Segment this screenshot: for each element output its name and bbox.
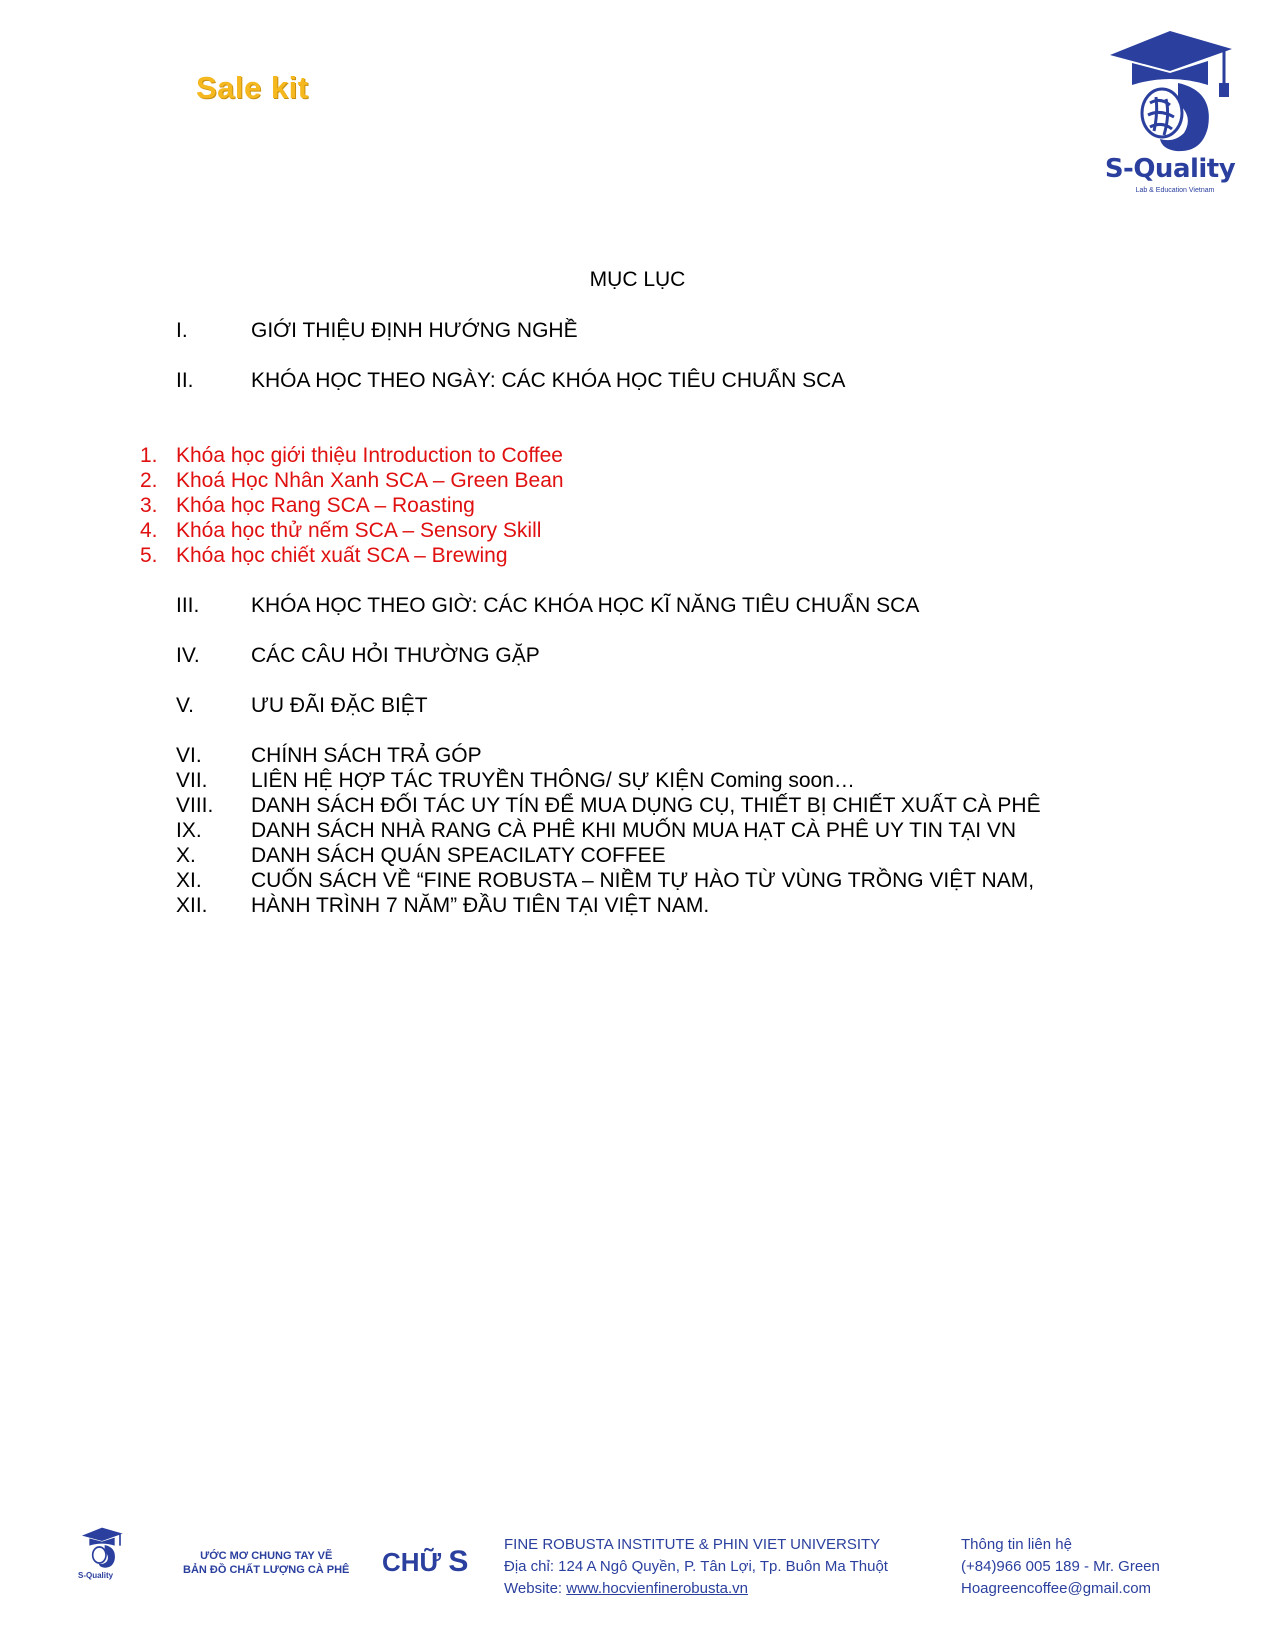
section-text: CÁC CÂU HỎI THƯỜNG GẶP <box>251 644 540 667</box>
toc-sub-item <box>140 494 475 518</box>
logo-name: S-Quality <box>1104 154 1236 184</box>
website-label: Website: <box>504 1580 567 1597</box>
toc-section <box>176 594 919 618</box>
footer <box>0 1525 1275 1605</box>
toc-section <box>176 794 1041 818</box>
section-number: XI. <box>176 869 202 892</box>
sub-item-number: 5. <box>140 544 158 567</box>
section-number: V. <box>176 694 194 717</box>
sub-item-text: Khóa học Rang SCA – Roasting <box>176 494 475 517</box>
section-text: KHÓA HỌC THEO GIỜ: CÁC KHÓA HỌC KĨ NĂNG TIÊU CHUẨN SCA <box>251 594 920 617</box>
section-text: CHÍNH SÁCH TRẢ GÓP <box>251 744 482 767</box>
institute-info <box>504 1534 888 1600</box>
contact-phone: (+84)966 005 189 - Mr. Green <box>961 1558 1160 1575</box>
institute-name: FINE ROBUSTA INSTITUTE & PHIN VIET UNIVERSITY <box>504 1536 881 1553</box>
section-text: CUỐN SÁCH VỀ “FINE ROBUSTA – NIỀM TỰ HÀO TỪ VÙNG TRỒNG VIỆT NAM, <box>251 869 1035 892</box>
sub-item-text: Khoá Học Nhân Xanh SCA – Green Bean <box>176 469 564 492</box>
slogan-line: BẢN ĐỒ CHẤT LƯỢNG CÀ PHÊ <box>183 1564 350 1576</box>
footer-logo-text: S-Quality <box>78 1571 114 1580</box>
sub-item-number: 3. <box>140 494 158 517</box>
toc-section <box>176 869 1034 893</box>
contact-email[interactable]: Hoagreencoffee@gmail.com <box>961 1580 1152 1597</box>
toc-section <box>176 644 540 668</box>
chu-text: CHỮ <box>382 1547 442 1577</box>
toc-section <box>176 844 666 868</box>
section-number: VIII. <box>176 794 214 817</box>
section-text: LIÊN HỆ HỢP TÁC TRUYỀN THÔNG/ SỰ KIỆN Coming soon… <box>251 769 855 792</box>
section-text: DANH SÁCH NHÀ RANG CÀ PHÊ KHI MUỐN MUA HẠT CÀ PHÊ UY TIN TẠI VN <box>251 819 1017 842</box>
s-quality-logo <box>1104 27 1236 194</box>
section-number: II. <box>176 369 194 392</box>
section-number: X. <box>176 844 196 867</box>
section-number: XII. <box>176 894 208 917</box>
toc-section <box>176 694 428 718</box>
toc-section <box>176 769 855 793</box>
section-text: DANH SÁCH ĐỐI TÁC UY TÍN ĐỂ MUA DỤNG CỤ, THIẾT BỊ CHIẾT XUẤT CÀ PHÊ <box>251 794 1041 817</box>
toc-section <box>176 319 578 343</box>
section-text: DANH SÁCH QUÁN SPEACILATY COFFEE <box>251 844 666 867</box>
section-number: IV. <box>176 644 200 667</box>
chu-s-mark <box>382 1545 468 1579</box>
institute-website <box>504 1578 888 1600</box>
toc-section <box>176 819 1016 843</box>
graduation-cap-brain-icon <box>1104 27 1236 157</box>
toc-title: MỤC LỤC <box>589 268 686 291</box>
sub-item-number: 2. <box>140 469 158 492</box>
slogan-line: ƯỚC MƠ CHUNG TAY VẼ <box>200 1550 333 1562</box>
website-link[interactable]: www.hocvienfinerobusta.vn <box>566 1580 749 1597</box>
sub-item-number: 1. <box>140 444 158 467</box>
section-number: VII. <box>176 769 208 792</box>
graduation-cap-brain-icon <box>80 1525 124 1571</box>
section-text: ƯU ĐÃI ĐẶC BIỆT <box>251 694 428 717</box>
contact-info <box>961 1534 1160 1600</box>
sub-item-text: Khóa học thử nếm SCA – Sensory Skill <box>176 519 542 542</box>
s-text: S <box>448 1545 469 1578</box>
toc-section <box>176 894 709 918</box>
section-text: KHÓA HỌC THEO NGÀY: CÁC KHÓA HỌC TIÊU CHUẨN SCA <box>251 369 846 392</box>
section-number: VI. <box>176 744 202 767</box>
toc-sub-item <box>140 519 541 543</box>
toc-section <box>176 744 482 768</box>
toc-section <box>176 369 845 393</box>
toc-sub-item <box>140 544 508 568</box>
sub-item-text: Khóa học chiết xuất SCA – Brewing <box>176 544 508 567</box>
footer-slogan <box>183 1549 349 1577</box>
toc-sub-item <box>140 469 564 493</box>
sub-item-text: Khóa học giới thiệu Introduction to Coffee <box>176 444 563 467</box>
section-number: I. <box>176 319 188 342</box>
institute-address: Địa chỉ: 124 A Ngô Quyền, P. Tân Lợi, Tp. Buôn Ma Thuột <box>504 1558 888 1575</box>
sub-item-number: 4. <box>140 519 158 542</box>
section-text: GIỚI THIỆU ĐỊNH HƯỚNG NGHỀ <box>251 319 578 342</box>
toc-sub-item <box>140 444 563 468</box>
logo-subtitle: Lab & Education Vietnam <box>1135 187 1215 194</box>
section-number: IX. <box>176 819 202 842</box>
section-number: III. <box>176 594 200 617</box>
contact-title: Thông tin liên hệ <box>961 1536 1072 1553</box>
section-text: HÀNH TRÌNH 7 NĂM” ĐẦU TIÊN TẠI VIỆT NAM. <box>251 894 710 917</box>
footer-logo <box>80 1525 124 1576</box>
sale-kit-title: Sale kit <box>196 70 309 105</box>
